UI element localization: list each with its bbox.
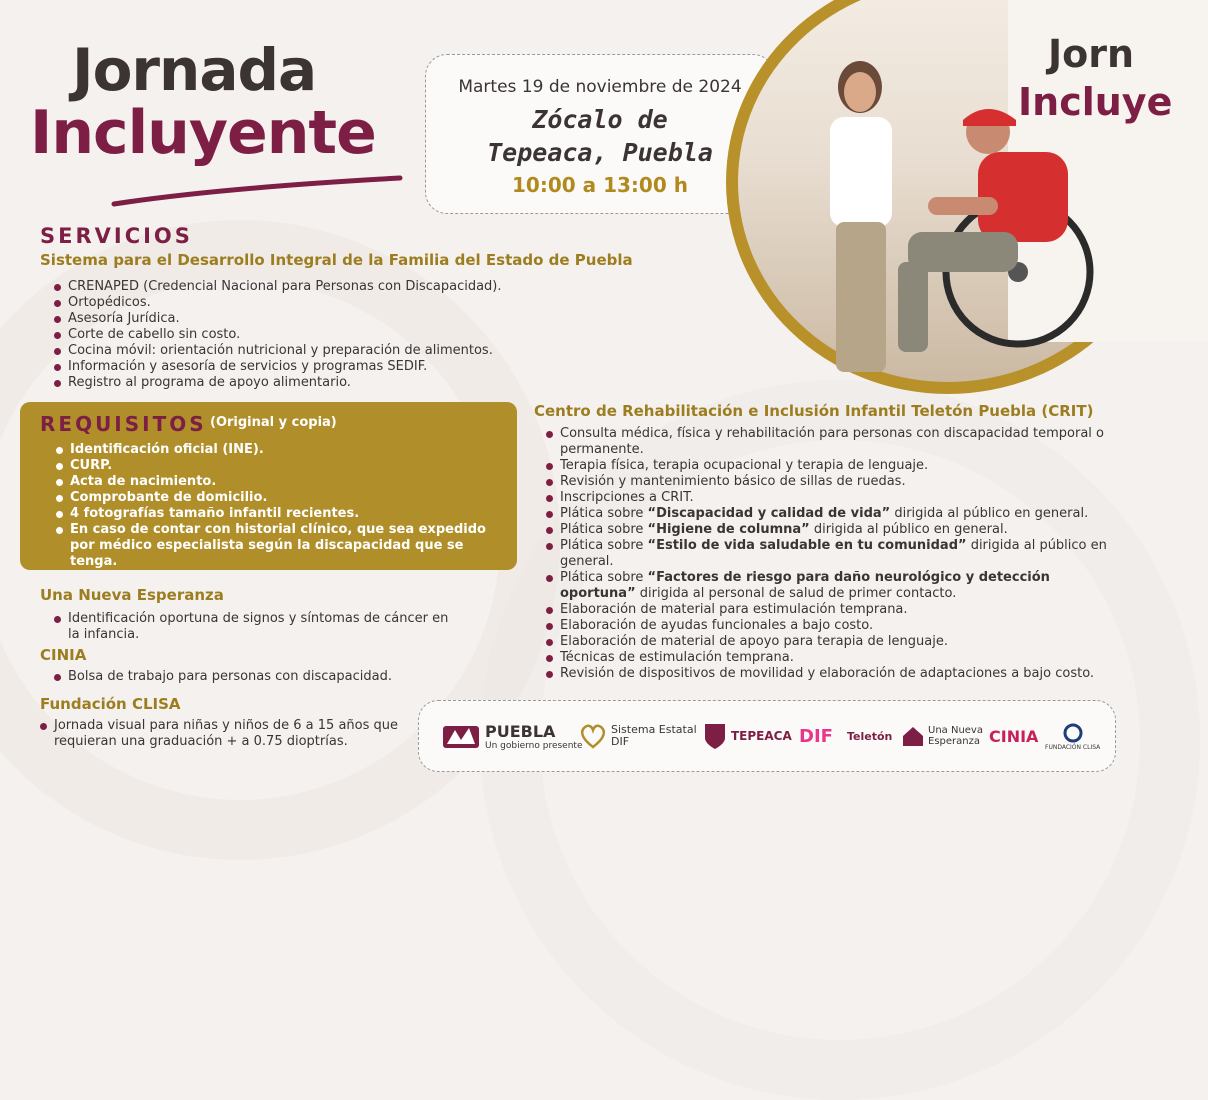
list-item: Acta de nacimiento.: [56, 474, 496, 490]
list-item: CURP.: [56, 458, 496, 474]
list-item: Revisión y mantenimiento básico de sillas de ruedas.: [546, 474, 1121, 490]
logo-dif-estatal-line1: Sistema Estatal: [611, 723, 697, 736]
house-icon: [901, 724, 925, 748]
requisitos-list: [56, 442, 496, 570]
list-item: CRENAPED (Credencial Nacional para Personas con Discapacidad).: [54, 279, 502, 295]
cinia-heading: CINIA: [40, 646, 87, 664]
logo-dif: [799, 713, 833, 759]
logo-clisa: [1045, 713, 1100, 759]
logo-puebla: [441, 713, 582, 759]
crit-list: [546, 426, 1121, 682]
requisitos-note: (Original y copia): [210, 415, 337, 430]
list-item: Registro al programa de apoyo alimentario.: [54, 375, 502, 391]
logo-puebla-tagline: Un gobierno presente: [485, 740, 583, 751]
list-item: Asesoría Jurídica.: [54, 311, 502, 327]
logo-tepeaca-text: TEPEACA: [731, 729, 792, 743]
servicios-list: [54, 279, 502, 391]
event-info-box: [425, 54, 775, 214]
cinia-list: [54, 669, 392, 685]
sponsor-logos: [418, 700, 1116, 772]
servicios-org: Sistema para el Desarrollo Integral de la Familia del Estado de Puebla: [40, 251, 633, 269]
logo-nueva-esperanza: [901, 713, 983, 759]
list-item: Elaboración de material para estimulación temprana.: [546, 602, 1121, 618]
list-item: Bolsa de trabajo para personas con discapacidad.: [54, 669, 392, 685]
list-item: Plática sobre “Estilo de vida saludable en tu comunidad” dirigida al público en general.: [546, 538, 1121, 570]
list-item: Ortopédicos.: [54, 295, 502, 311]
list-item: Plática sobre “Factores de riesgo para daño neurológico y detección oportuna” dirigida al personal de salud de primer contacto.: [546, 570, 1121, 602]
event-place-line2: Tepeaca, Puebla: [487, 138, 713, 167]
event-place-line1: Zócalo de: [532, 105, 668, 134]
list-item: 4 fotografías tamaño infantil recientes.: [56, 506, 496, 522]
requisitos-box: [20, 402, 517, 570]
title-line2: Incluyente: [30, 98, 376, 168]
tepeaca-shield-icon: [703, 722, 727, 750]
person-wheelchair-illustration: [868, 102, 1098, 362]
list-item: En caso de contar con historial clínico, que sea expedido por médico especialista según la discapacidad que se tenga.: [56, 522, 490, 570]
logo-dif-text: DIF: [799, 725, 833, 747]
list-item: Jornada visual para niñas y niños de 6 a 15 años que requieran una graduación + a 0.75 dioptrías.: [40, 718, 410, 750]
puebla-emblem-icon: [441, 720, 481, 752]
clisa-ring-icon: [1062, 722, 1084, 744]
list-item: Plática sobre “Discapacidad y calidad de vida” dirigida al público en general.: [546, 506, 1121, 522]
list-item: Revisión de dispositivos de movilidad y elaboración de adaptaciones a bajo costo.: [546, 666, 1121, 682]
logo-cinia-text: CINIA: [989, 726, 1039, 746]
heart-icon: [579, 723, 607, 749]
list-item: Elaboración de material de apoyo para terapia de lenguaje.: [546, 634, 1121, 650]
list-item: Técnicas de estimulación temprana.: [546, 650, 1121, 666]
list-item: Terapia física, terapia ocupacional y terapia de lenguaje.: [546, 458, 1121, 474]
logo-dif-estatal-line2: DIF: [611, 735, 630, 748]
list-item: Cocina móvil: orientación nutricional y preparación de alimentos.: [54, 343, 502, 359]
logo-esperanza-line2: Esperanza: [928, 736, 980, 747]
event-photo: [726, 0, 1173, 394]
list-item: Plática sobre “Higiene de columna” dirigida al público en general.: [546, 522, 1121, 538]
logo-teleton-text: Teletón: [847, 729, 893, 743]
logo-puebla-text: PUEBLA: [485, 721, 556, 741]
esperanza-heading: Una Nueva Esperanza: [40, 586, 224, 604]
title-line1: Jornada: [72, 36, 317, 104]
event-date: Martes 19 de noviembre de 2024: [458, 77, 742, 97]
logo-cinia: [989, 713, 1038, 759]
list-item: Corte de cabello sin costo.: [54, 327, 502, 343]
logo-clisa-text: FUNDACIÓN CLISA: [1045, 743, 1101, 751]
list-item: Inscripciones a CRIT.: [546, 490, 1121, 506]
list-item: Identificación oportuna de signos y síntomas de cáncer en la infancia.: [54, 611, 454, 643]
event-time: 10:00 a 13:00 h: [512, 173, 688, 197]
photo-banner-line2: Incluye: [1018, 80, 1173, 124]
crit-heading: Centro de Rehabilitación e Inclusión Infantil Teletón Puebla (CRIT): [534, 402, 1094, 420]
logo-teleton: [847, 713, 892, 759]
photo-banner-line1: Jorn: [1048, 32, 1135, 76]
clisa-heading: Fundación CLISA: [40, 695, 181, 713]
logo-esperanza-line1: Una Nueva: [928, 725, 983, 736]
list-item: Identificación oficial (INE).: [56, 442, 496, 458]
clisa-list: [40, 718, 410, 750]
list-item: Información y asesoría de servicios y programas SEDIF.: [54, 359, 502, 375]
requisitos-heading: REQUISITOS: [40, 412, 207, 436]
title-underline: [112, 170, 402, 210]
esperanza-list: [54, 611, 454, 643]
servicios-heading: SERVICIOS: [40, 224, 193, 248]
list-item: Consulta médica, física y rehabilitación para personas con discapacidad temporal o permanente.: [546, 426, 1121, 458]
logo-tepeaca: [703, 713, 792, 759]
logo-dif-estatal: [579, 713, 697, 759]
list-item: Comprobante de domicilio.: [56, 490, 496, 506]
list-item: Elaboración de ayudas funcionales a bajo costo.: [546, 618, 1121, 634]
